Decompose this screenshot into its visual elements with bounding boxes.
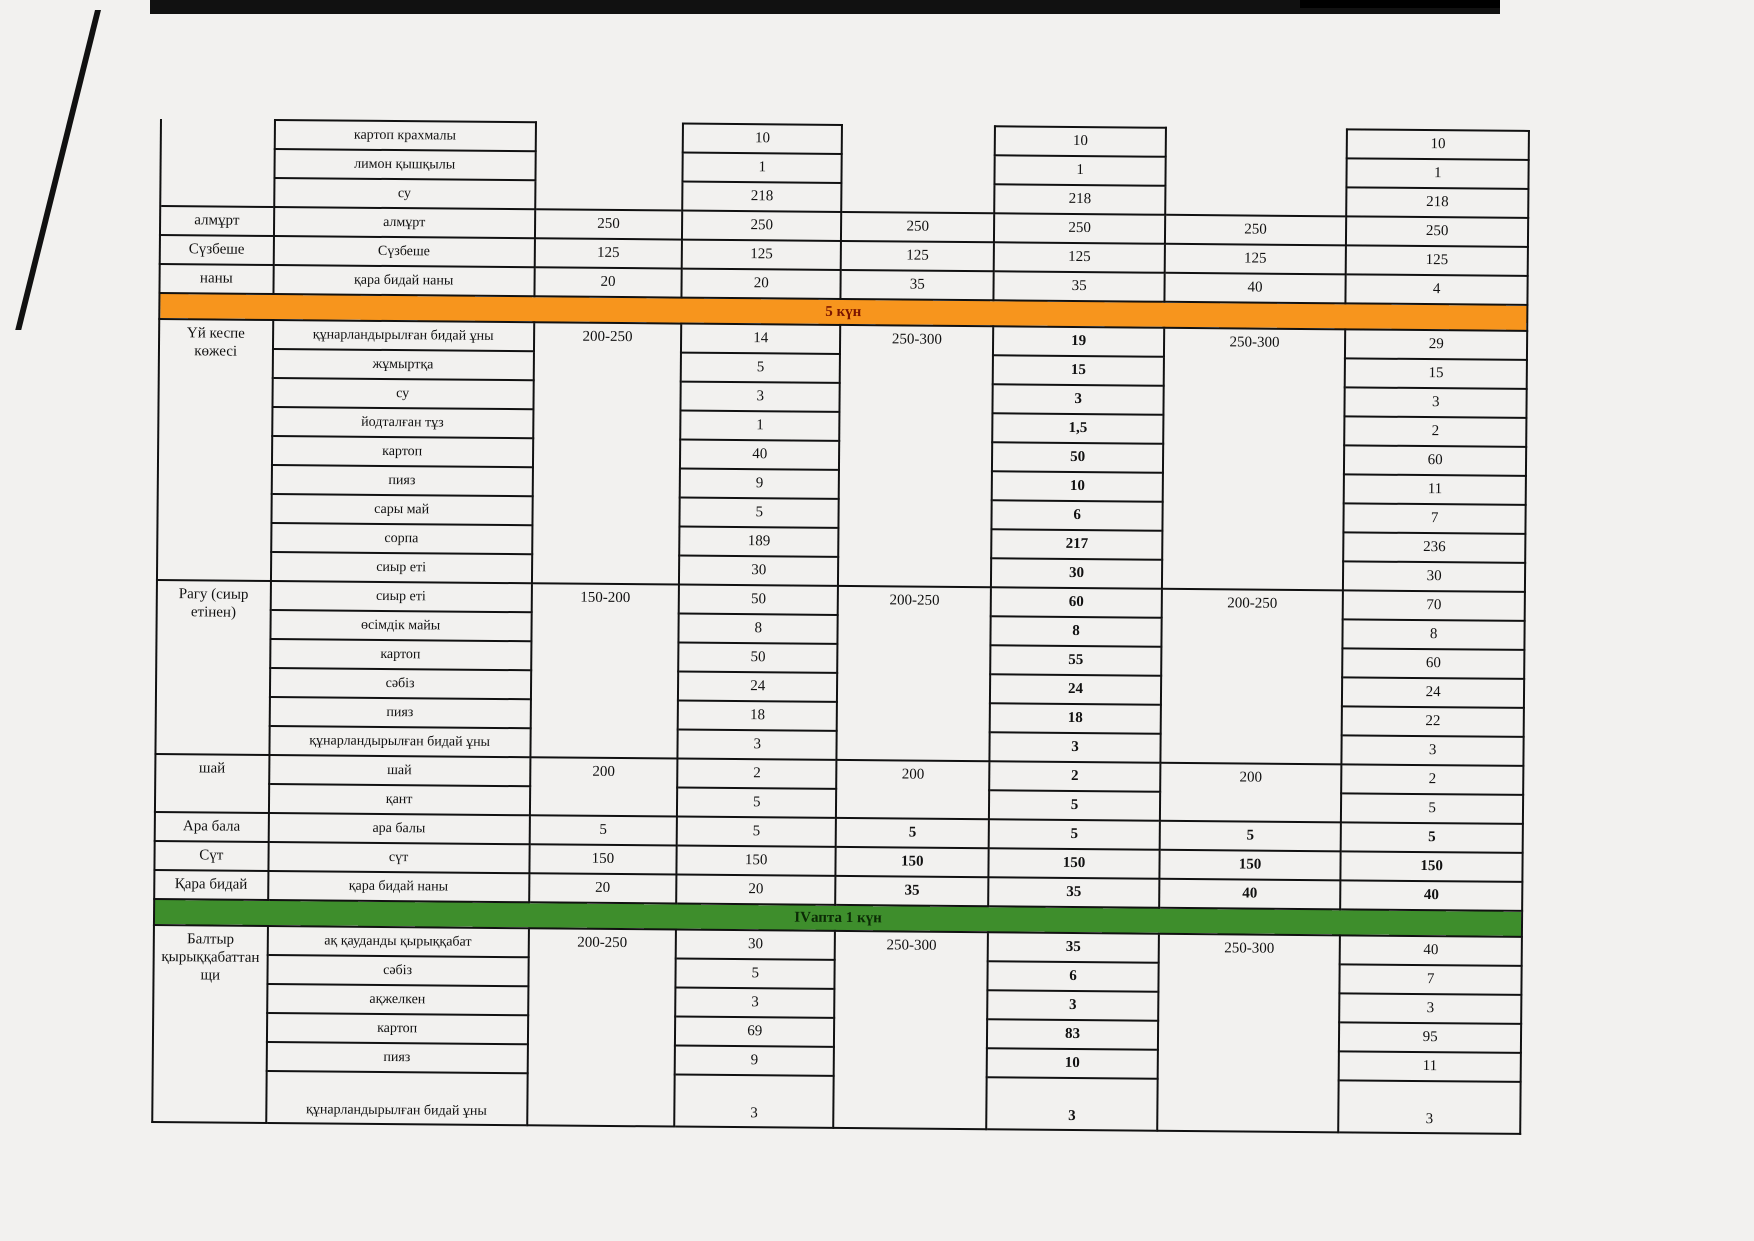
portion-age-1: 20 <box>529 873 677 903</box>
net-weight-2: 15 <box>993 355 1164 385</box>
page-shadow-top <box>150 0 1500 14</box>
ingredient-name: су <box>274 178 535 209</box>
ingredient-name: пияз <box>266 1042 527 1073</box>
portion-age-2: 5 <box>836 818 989 848</box>
net-weight-1: 40 <box>680 440 839 470</box>
portion-age-3 <box>1165 128 1347 159</box>
portion-age-3: 40 <box>1164 273 1346 304</box>
net-weight-2: 217 <box>992 529 1163 559</box>
ingredient-name: қара бидай наны <box>268 871 529 902</box>
net-weight-3: 22 <box>1342 706 1524 737</box>
net-weight-3: 2 <box>1345 416 1527 447</box>
net-weight-3: 40 <box>1340 935 1522 966</box>
net-weight-2: 35 <box>994 271 1165 301</box>
net-weight-1: 24 <box>678 672 837 702</box>
portion-age-2: 250-300 <box>833 931 988 1129</box>
ingredient-name: пияз <box>271 465 532 496</box>
net-weight-3: 11 <box>1339 1051 1521 1082</box>
net-weight-2: 10 <box>992 471 1163 501</box>
net-weight-3: 7 <box>1344 503 1526 534</box>
dish-name: Сүзбеше <box>160 235 274 265</box>
net-weight-2: 6 <box>988 961 1159 991</box>
portion-age-2: 250-300 <box>838 325 994 587</box>
net-weight-2: 60 <box>991 587 1162 617</box>
net-weight-2: 18 <box>990 703 1161 733</box>
net-weight-3: 24 <box>1342 677 1524 708</box>
ingredient-name: сиыр еті <box>270 581 531 612</box>
net-weight-2: 19 <box>993 326 1164 356</box>
portion-age-1: 200-250 <box>527 928 676 1126</box>
portion-age-1 <box>535 151 683 181</box>
ingredient-name: қант <box>268 784 529 815</box>
dish-name <box>161 119 275 149</box>
net-weight-2: 6 <box>992 500 1163 530</box>
net-weight-3: 30 <box>1343 561 1525 592</box>
net-weight-2: 10 <box>987 1048 1158 1078</box>
net-weight-2: 35 <box>988 932 1159 962</box>
ingredient-name: алмұрт <box>273 207 534 238</box>
net-weight-3: 15 <box>1345 358 1527 389</box>
portion-age-3: 40 <box>1159 879 1341 910</box>
menu-document <box>151 118 1560 1210</box>
net-weight-2: 3 <box>993 384 1164 414</box>
net-weight-2: 83 <box>987 1019 1158 1049</box>
net-weight-1: 218 <box>682 182 841 212</box>
portion-age-3: 5 <box>1159 821 1341 852</box>
net-weight-2: 3 <box>990 732 1161 762</box>
ingredient-name: пияз <box>269 697 530 728</box>
dish-name: Рагу (сиыр етінен) <box>155 580 270 755</box>
ingredient-name: йодталған тұз <box>272 407 533 438</box>
net-weight-3: 40 <box>1340 880 1522 911</box>
net-weight-1: 250 <box>682 211 841 241</box>
dish-name: Ара бала <box>155 812 269 842</box>
portion-age-1: 20 <box>534 267 682 297</box>
net-weight-2: 125 <box>994 242 1165 272</box>
net-weight-2: 150 <box>989 848 1160 878</box>
ingredient-name: сүт <box>268 842 529 873</box>
net-weight-2: 8 <box>991 616 1162 646</box>
net-weight-1: 50 <box>679 585 838 615</box>
portion-age-2: 200 <box>836 760 990 819</box>
net-weight-1: 5 <box>677 788 836 818</box>
portion-age-3: 250 <box>1165 215 1347 246</box>
net-weight-2: 218 <box>995 184 1166 214</box>
net-weight-3: 125 <box>1346 245 1528 276</box>
portion-age-1: 150 <box>529 844 677 874</box>
ingredient-name: лимон қышқылы <box>274 149 535 180</box>
page-shadow-corner <box>1300 0 1500 8</box>
net-weight-2: 5 <box>989 790 1160 820</box>
net-weight-2: 250 <box>994 213 1165 243</box>
portion-age-1: 250 <box>535 209 683 239</box>
net-weight-1: 20 <box>676 875 835 905</box>
ingredient-name: жұмыртқа <box>272 349 533 380</box>
portion-age-1: 125 <box>534 238 682 268</box>
net-weight-2: 1,5 <box>993 413 1164 443</box>
net-weight-3: 218 <box>1346 187 1528 218</box>
dish-name: Үй кеспе көжесі <box>157 319 273 581</box>
portion-age-3: 200-250 <box>1160 589 1343 765</box>
net-weight-3: 60 <box>1342 648 1524 679</box>
net-weight-1: 5 <box>681 353 840 383</box>
net-weight-1: 150 <box>677 846 836 876</box>
net-weight-1: 30 <box>676 930 835 960</box>
net-weight-1: 18 <box>678 701 837 731</box>
net-weight-3: 3 <box>1339 993 1521 1024</box>
portion-age-2: 150 <box>836 847 989 877</box>
net-weight-1: 3 <box>681 382 840 412</box>
dish-name <box>160 177 274 207</box>
net-weight-1: 50 <box>678 643 837 673</box>
ingredient-name: өсімдік майы <box>270 610 531 641</box>
net-weight-1: 69 <box>675 1017 834 1047</box>
section-title: 5 күн <box>159 293 1527 331</box>
net-weight-2: 1 <box>995 155 1166 185</box>
portion-age-3: 150 <box>1159 850 1341 881</box>
net-weight-3: 60 <box>1344 445 1526 476</box>
net-weight-1: 5 <box>680 498 839 528</box>
ingredient-name: қара бидай наны <box>273 265 534 296</box>
portion-age-2: 200-250 <box>837 586 992 761</box>
net-weight-1: 189 <box>679 527 838 557</box>
net-weight-1: 14 <box>681 324 840 354</box>
portion-age-2: 35 <box>835 876 988 906</box>
ingredient-name: ара балы <box>268 813 529 844</box>
net-weight-1: 1 <box>680 411 839 441</box>
ingredient-name: сиыр еті <box>270 552 531 583</box>
menu-table-body <box>152 119 1529 1134</box>
net-weight-1: 9 <box>675 1046 834 1076</box>
net-weight-1: 30 <box>679 556 838 586</box>
net-weight-2: 3 <box>987 1077 1158 1130</box>
dish-name: алмұрт <box>160 206 274 236</box>
net-weight-1: 20 <box>682 269 841 299</box>
portion-age-1: 200-250 <box>532 322 682 584</box>
net-weight-1: 125 <box>682 240 841 270</box>
net-weight-1: 1 <box>683 153 842 183</box>
portion-age-3: 250-300 <box>1157 934 1340 1133</box>
ingredient-name: картоп <box>271 436 532 467</box>
net-weight-3: 7 <box>1340 964 1522 995</box>
net-weight-2: 30 <box>991 558 1162 588</box>
dish-name: Балтыр қырыққабаттан щи <box>152 925 267 1123</box>
net-weight-3: 95 <box>1339 1022 1521 1053</box>
net-weight-2: 3 <box>988 990 1159 1020</box>
portion-age-2 <box>842 154 995 184</box>
dish-name: наны <box>159 264 273 294</box>
net-weight-3: 10 <box>1347 129 1529 160</box>
net-weight-3: 29 <box>1345 329 1527 360</box>
net-weight-1: 3 <box>675 988 834 1018</box>
net-weight-1: 10 <box>683 124 842 154</box>
portion-age-3: 125 <box>1164 244 1346 275</box>
net-weight-1: 2 <box>677 759 836 789</box>
net-weight-3: 11 <box>1344 474 1526 505</box>
net-weight-2: 55 <box>991 645 1162 675</box>
portion-age-3 <box>1165 157 1347 188</box>
dish-name: Сүт <box>154 841 268 871</box>
ingredient-name: ақ қауданды қырыққабат <box>267 926 528 957</box>
net-weight-3: 3 <box>1345 387 1527 418</box>
net-weight-3: 150 <box>1341 851 1523 882</box>
ingredient-name: картоп <box>266 1013 527 1044</box>
portion-age-2 <box>842 125 995 155</box>
ingredient-name: ақжелкен <box>267 984 528 1015</box>
portion-age-3: 250-300 <box>1162 328 1346 591</box>
page-edge <box>15 10 171 330</box>
portion-age-1 <box>535 122 683 152</box>
net-weight-2: 5 <box>989 819 1160 849</box>
ingredient-name: құнарландырылған бидай ұны <box>273 320 534 351</box>
net-weight-2: 35 <box>989 877 1160 907</box>
ingredient-name: сәбіз <box>267 955 528 986</box>
ingredient-name: шай <box>269 755 530 786</box>
net-weight-3: 2 <box>1341 764 1523 795</box>
net-weight-1: 3 <box>678 730 837 760</box>
net-weight-2: 24 <box>990 674 1161 704</box>
net-weight-3: 1 <box>1347 158 1529 189</box>
ingredient-name: Сүзбеше <box>273 236 534 267</box>
ingredient-name: картоп <box>270 639 531 670</box>
net-weight-1: 8 <box>679 614 838 644</box>
dish-name <box>160 148 274 178</box>
net-weight-3: 5 <box>1341 822 1523 853</box>
net-weight-3: 3 <box>1342 735 1524 766</box>
ingredient-name: құнарландырылған бидай ұны <box>266 1071 528 1125</box>
menu-table <box>151 118 1530 1135</box>
net-weight-3: 4 <box>1346 274 1528 305</box>
net-weight-3: 5 <box>1341 793 1523 824</box>
section-title: IVапта 1 күн <box>154 899 1522 937</box>
ingredient-name: сары май <box>271 494 532 525</box>
net-weight-2: 50 <box>992 442 1163 472</box>
portion-age-1: 5 <box>529 815 677 845</box>
ingredient-name: сәбіз <box>269 668 530 699</box>
portion-age-1 <box>535 180 683 210</box>
portion-age-1: 200 <box>530 757 678 816</box>
ingredient-name: сорпа <box>271 523 532 554</box>
net-weight-3: 70 <box>1343 590 1525 621</box>
net-weight-3: 3 <box>1339 1080 1521 1134</box>
net-weight-1: 5 <box>677 817 836 847</box>
ingredient-name: картоп крахмалы <box>274 120 535 151</box>
net-weight-2: 2 <box>990 761 1161 791</box>
net-weight-2: 10 <box>995 126 1166 156</box>
net-weight-1: 9 <box>680 469 839 499</box>
net-weight-3: 8 <box>1343 619 1525 650</box>
dish-name: Қара бидай <box>154 870 268 900</box>
portion-age-2: 35 <box>841 270 994 300</box>
portion-age-2: 125 <box>841 241 994 271</box>
portion-age-2: 250 <box>841 212 994 242</box>
net-weight-1: 5 <box>676 959 835 989</box>
portion-age-3 <box>1165 186 1347 217</box>
portion-age-1: 150-200 <box>530 583 679 758</box>
portion-age-3: 200 <box>1160 763 1342 823</box>
portion-age-2 <box>841 183 994 213</box>
net-weight-3: 236 <box>1343 532 1525 563</box>
ingredient-name: құнарландырылған бидай ұны <box>269 726 530 757</box>
net-weight-1: 3 <box>674 1075 833 1128</box>
dish-name: шай <box>155 754 269 813</box>
ingredient-name: су <box>272 378 533 409</box>
net-weight-3: 250 <box>1346 216 1528 247</box>
